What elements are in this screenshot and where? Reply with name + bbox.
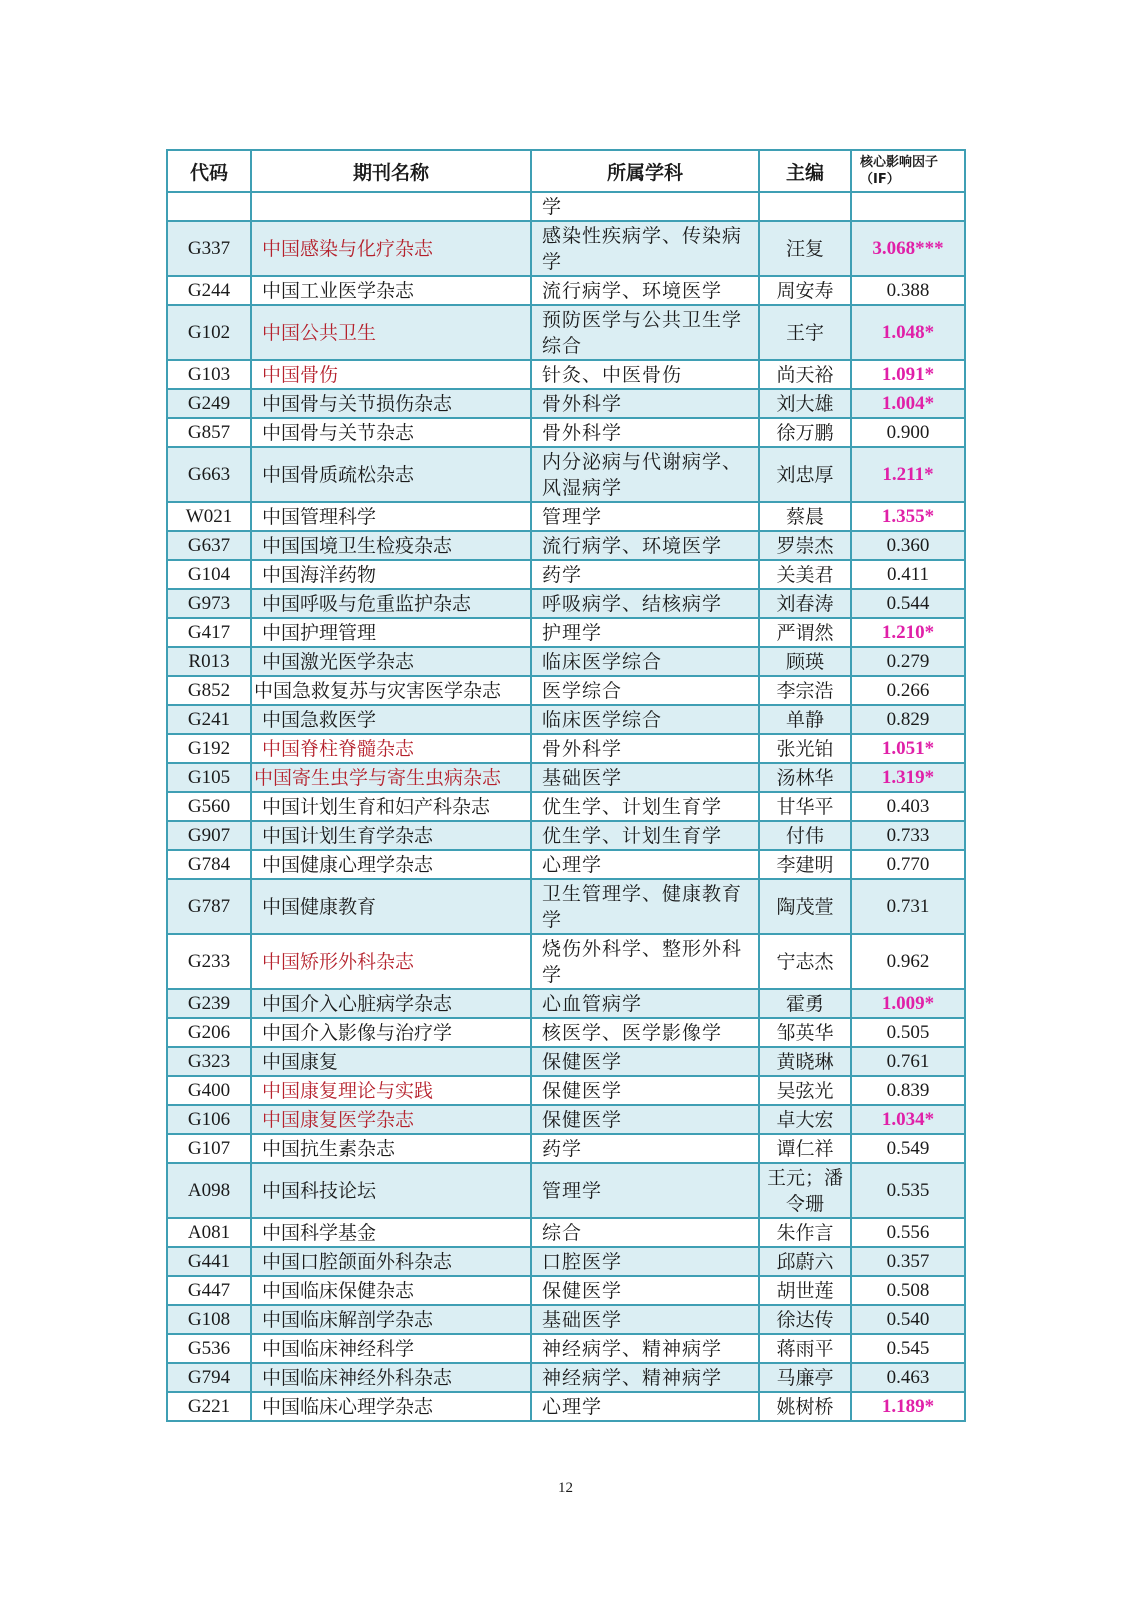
header-row [167,150,965,192]
table-row [167,934,965,989]
table-row [167,447,965,502]
cell-impact-factor: 0.535 [851,1163,965,1218]
cell-code: G663 [167,447,251,502]
cell-subject: 临床医学综合 [531,647,759,676]
cell-subject: 烧伤外科学、整形外科学 [531,934,759,989]
cell-impact-factor: 1.210* [851,618,965,647]
cell-code: G244 [167,276,251,305]
header-name: 期刊名称 [251,150,531,192]
cell-subject: 流行病学、环境医学 [531,276,759,305]
table-row [167,989,965,1018]
cell-editor: 罗崇杰 [759,531,851,560]
cell-subject: 基础医学 [531,1305,759,1334]
cell-journal-name: 中国工业医学杂志 [251,276,531,305]
cell-code: G787 [167,879,251,934]
cell-journal-name: 中国寄生虫学与寄生虫病杂志 [251,763,531,792]
cell-journal-name: 中国科技论坛 [251,1163,531,1218]
cell-journal-name: 中国护理管理 [251,618,531,647]
cell-impact-factor: 0.279 [851,647,965,676]
cell-journal-name: 中国骨伤 [251,360,531,389]
cell-editor: 周安寿 [759,276,851,305]
cell-journal-name: 中国管理科学 [251,502,531,531]
cell-code: R013 [167,647,251,676]
cell-journal-name: 中国骨质疏松杂志 [251,447,531,502]
cell-impact-factor: 1.048* [851,305,965,360]
header-editor: 主编 [759,150,851,192]
cell-editor: 王宇 [759,305,851,360]
cell-subject: 临床医学综合 [531,705,759,734]
cell-code: G417 [167,618,251,647]
table-row [167,1047,965,1076]
cell-journal-name: 中国口腔颌面外科杂志 [251,1247,531,1276]
cell-code: G560 [167,792,251,821]
cell-impact-factor: 0.463 [851,1363,965,1392]
table-row [167,1076,965,1105]
cell-code: G441 [167,1247,251,1276]
cell-impact-factor: 0.962 [851,934,965,989]
cell-subject: 护理学 [531,618,759,647]
cell-subject: 保健医学 [531,1105,759,1134]
cell-editor: 宁志杰 [759,934,851,989]
cell-journal-name: 中国感染与化疗杂志 [251,221,531,276]
cell-impact-factor: 0.505 [851,1018,965,1047]
cell-impact-factor: 0.508 [851,1276,965,1305]
cell-editor: 朱作言 [759,1218,851,1247]
journal-table [166,149,966,1422]
cell-editor: 王元；潘令珊 [759,1163,851,1218]
cell-impact-factor: 0.900 [851,418,965,447]
cell-code: G192 [167,734,251,763]
cell-impact-factor: 0.556 [851,1218,965,1247]
cell-journal-name [251,192,531,221]
cell-code: G907 [167,821,251,850]
cell-subject: 药学 [531,560,759,589]
cell-code: G241 [167,705,251,734]
cell-code: G400 [167,1076,251,1105]
cell-code: G102 [167,305,251,360]
table-row [167,850,965,879]
cell-impact-factor: 1.355* [851,502,965,531]
cell-journal-name: 中国计划生育和妇产科杂志 [251,792,531,821]
table-row [167,821,965,850]
cell-journal-name: 中国临床神经外科杂志 [251,1363,531,1392]
table-row [167,1218,965,1247]
cell-code: A081 [167,1218,251,1247]
cell-journal-name: 中国健康教育 [251,879,531,934]
table-row [167,1392,965,1421]
cell-impact-factor: 0.266 [851,676,965,705]
table-row [167,792,965,821]
cell-code: G103 [167,360,251,389]
cell-subject: 卫生管理学、健康教育学 [531,879,759,934]
cell-code: G973 [167,589,251,618]
cell-journal-name: 中国临床神经科学 [251,1334,531,1363]
cell-code: G239 [167,989,251,1018]
cell-subject: 骨外科学 [531,418,759,447]
cell-code: G852 [167,676,251,705]
cell-subject: 综合 [531,1218,759,1247]
table-row [167,734,965,763]
cell-impact-factor: 0.731 [851,879,965,934]
cell-editor: 汤林华 [759,763,851,792]
cell-impact-factor: 1.091* [851,360,965,389]
cell-editor: 李宗浩 [759,676,851,705]
table-row [167,589,965,618]
cell-editor: 马廉亭 [759,1363,851,1392]
cell-code: G447 [167,1276,251,1305]
cell-code: G107 [167,1134,251,1163]
cell-subject: 内分泌病与代谢病学、风湿病学 [531,447,759,502]
cell-subject: 心理学 [531,850,759,879]
cell-code: G206 [167,1018,251,1047]
cell-editor: 汪复 [759,221,851,276]
cell-journal-name: 中国健康心理学杂志 [251,850,531,879]
cell-code: G337 [167,221,251,276]
cell-code: G323 [167,1047,251,1076]
cell-journal-name: 中国康复 [251,1047,531,1076]
table-row [167,1105,965,1134]
cell-editor: 甘华平 [759,792,851,821]
cell-code: G108 [167,1305,251,1334]
table-row [167,1276,965,1305]
header-impact-factor: 核心影响因子（IF） [851,150,965,192]
cell-editor: 姚树桥 [759,1392,851,1421]
cell-editor: 蒋雨平 [759,1334,851,1363]
table-row [167,1163,965,1218]
cell-editor: 刘大雄 [759,389,851,418]
table-row [167,192,965,221]
cell-subject: 核医学、医学影像学 [531,1018,759,1047]
cell-editor: 霍勇 [759,989,851,1018]
cell-impact-factor: 1.009* [851,989,965,1018]
cell-code: G784 [167,850,251,879]
table-row [167,221,965,276]
cell-journal-name: 中国康复理论与实践 [251,1076,531,1105]
cell-subject: 心血管病学 [531,989,759,1018]
cell-impact-factor: 0.549 [851,1134,965,1163]
table-row [167,360,965,389]
cell-subject: 呼吸病学、结核病学 [531,589,759,618]
cell-journal-name: 中国临床解剖学杂志 [251,1305,531,1334]
cell-impact-factor: 1.051* [851,734,965,763]
cell-subject: 预防医学与公共卫生学综合 [531,305,759,360]
cell-impact-factor: 0.733 [851,821,965,850]
cell-subject: 骨外科学 [531,734,759,763]
cell-impact-factor: 0.829 [851,705,965,734]
table-row [167,276,965,305]
cell-journal-name: 中国介入心脏病学杂志 [251,989,531,1018]
cell-editor: 陶茂萱 [759,879,851,934]
cell-impact-factor [851,192,965,221]
cell-subject: 感染性疾病学、传染病学 [531,221,759,276]
cell-subject: 基础医学 [531,763,759,792]
table-row [167,705,965,734]
cell-editor: 刘忠厚 [759,447,851,502]
cell-editor: 单静 [759,705,851,734]
cell-code: G233 [167,934,251,989]
header-subject: 所属学科 [531,150,759,192]
cell-impact-factor: 1.004* [851,389,965,418]
cell-code: G536 [167,1334,251,1363]
table-row [167,418,965,447]
cell-impact-factor: 0.360 [851,531,965,560]
table-row [167,305,965,360]
cell-subject: 医学综合 [531,676,759,705]
cell-editor [759,192,851,221]
cell-subject: 管理学 [531,502,759,531]
table-row [167,1334,965,1363]
cell-code: G221 [167,1392,251,1421]
cell-editor: 谭仁祥 [759,1134,851,1163]
cell-editor: 付伟 [759,821,851,850]
cell-editor: 胡世莲 [759,1276,851,1305]
cell-editor: 蔡晨 [759,502,851,531]
cell-journal-name: 中国抗生素杂志 [251,1134,531,1163]
cell-code: A098 [167,1163,251,1218]
table-row [167,502,965,531]
cell-subject: 神经病学、精神病学 [531,1334,759,1363]
cell-editor: 张光铂 [759,734,851,763]
cell-journal-name: 中国计划生育学杂志 [251,821,531,850]
cell-subject: 骨外科学 [531,389,759,418]
cell-impact-factor: 0.545 [851,1334,965,1363]
cell-impact-factor: 0.544 [851,589,965,618]
cell-journal-name: 中国临床保健杂志 [251,1276,531,1305]
cell-subject: 心理学 [531,1392,759,1421]
cell-impact-factor: 1.189* [851,1392,965,1421]
cell-code: G106 [167,1105,251,1134]
cell-subject: 神经病学、精神病学 [531,1363,759,1392]
table-row [167,763,965,792]
cell-code: W021 [167,502,251,531]
cell-code: G249 [167,389,251,418]
cell-subject: 优生学、计划生育学 [531,792,759,821]
cell-subject: 保健医学 [531,1047,759,1076]
cell-editor: 顾瑛 [759,647,851,676]
table-row [167,1018,965,1047]
cell-journal-name: 中国激光医学杂志 [251,647,531,676]
cell-subject: 学 [531,192,759,221]
cell-impact-factor: 0.839 [851,1076,965,1105]
table-row [167,618,965,647]
table-row [167,676,965,705]
cell-subject: 保健医学 [531,1076,759,1105]
cell-journal-name: 中国海洋药物 [251,560,531,589]
cell-editor: 李建明 [759,850,851,879]
cell-editor: 吴弦光 [759,1076,851,1105]
cell-impact-factor: 0.357 [851,1247,965,1276]
cell-editor: 徐达传 [759,1305,851,1334]
cell-subject: 药学 [531,1134,759,1163]
table-row [167,1305,965,1334]
cell-impact-factor: 0.388 [851,276,965,305]
cell-impact-factor: 1.211* [851,447,965,502]
cell-subject: 管理学 [531,1163,759,1218]
cell-journal-name: 中国脊柱脊髓杂志 [251,734,531,763]
table-row [167,1134,965,1163]
cell-editor: 刘春涛 [759,589,851,618]
table-row [167,879,965,934]
cell-journal-name: 中国骨与关节杂志 [251,418,531,447]
cell-editor: 严谓然 [759,618,851,647]
cell-editor: 徐万鹏 [759,418,851,447]
cell-editor: 黄晓琳 [759,1047,851,1076]
cell-journal-name: 中国康复医学杂志 [251,1105,531,1134]
cell-impact-factor: 0.540 [851,1305,965,1334]
cell-subject: 口腔医学 [531,1247,759,1276]
cell-code: G794 [167,1363,251,1392]
cell-editor: 关美君 [759,560,851,589]
cell-journal-name: 中国介入影像与治疗学 [251,1018,531,1047]
cell-impact-factor: 0.770 [851,850,965,879]
cell-journal-name: 中国急救复苏与灾害医学杂志 [251,676,531,705]
cell-impact-factor: 1.034* [851,1105,965,1134]
cell-journal-name: 中国骨与关节损伤杂志 [251,389,531,418]
cell-editor: 邹英华 [759,1018,851,1047]
cell-journal-name: 中国科学基金 [251,1218,531,1247]
header-code: 代码 [167,150,251,192]
page-number: 12 [558,1480,573,1496]
table-row [167,560,965,589]
table-body [167,192,965,1421]
cell-impact-factor: 0.411 [851,560,965,589]
table-row [167,1363,965,1392]
cell-code [167,192,251,221]
cell-editor: 尚天裕 [759,360,851,389]
cell-impact-factor: 1.319* [851,763,965,792]
table-row [167,1247,965,1276]
cell-code: G105 [167,763,251,792]
cell-code: G104 [167,560,251,589]
cell-journal-name: 中国临床心理学杂志 [251,1392,531,1421]
cell-editor: 邱蔚六 [759,1247,851,1276]
cell-journal-name: 中国急救医学 [251,705,531,734]
cell-code: G857 [167,418,251,447]
cell-journal-name: 中国呼吸与危重监护杂志 [251,589,531,618]
cell-journal-name: 中国国境卫生检疫杂志 [251,531,531,560]
cell-impact-factor: 0.761 [851,1047,965,1076]
cell-subject: 流行病学、环境医学 [531,531,759,560]
table-row [167,531,965,560]
cell-journal-name: 中国矫形外科杂志 [251,934,531,989]
cell-impact-factor: 0.403 [851,792,965,821]
cell-code: G637 [167,531,251,560]
table-row [167,647,965,676]
cell-subject: 保健医学 [531,1276,759,1305]
cell-subject: 优生学、计划生育学 [531,821,759,850]
cell-impact-factor: 3.068*** [851,221,965,276]
cell-subject: 针灸、中医骨伤 [531,360,759,389]
cell-journal-name: 中国公共卫生 [251,305,531,360]
cell-editor: 卓大宏 [759,1105,851,1134]
table-row [167,389,965,418]
